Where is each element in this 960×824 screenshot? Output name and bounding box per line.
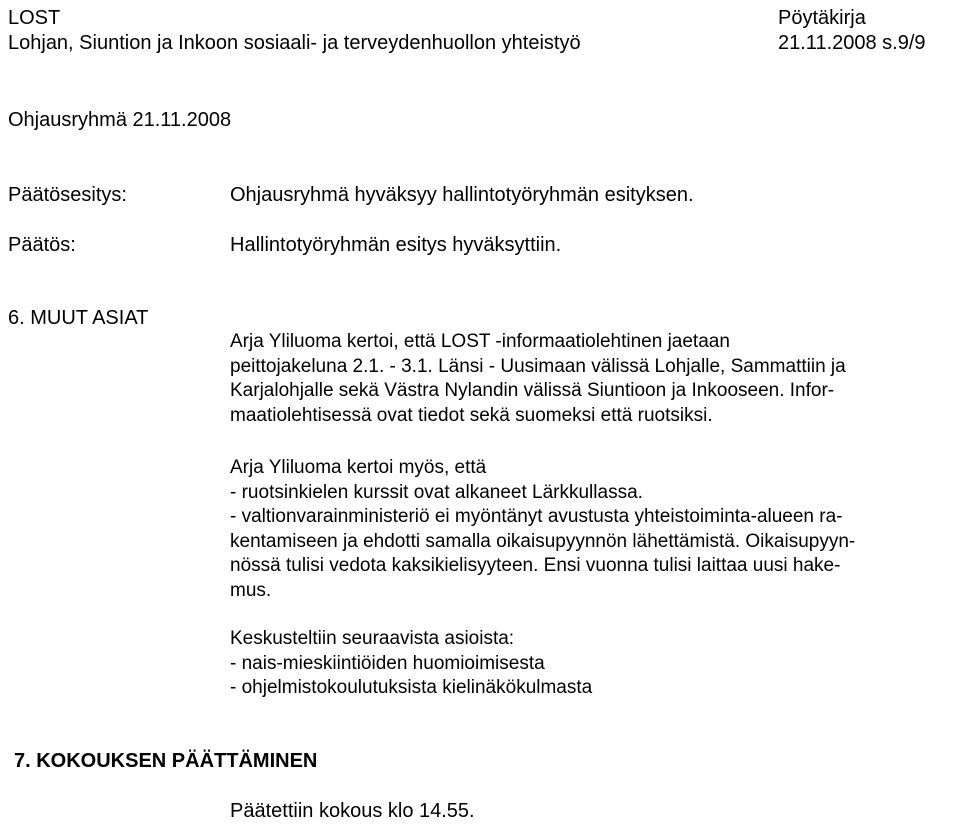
section6-paragraph-2 [230,456,950,603]
paragraph-line: - valtionvarainministeriö ei myöntänyt avustusta yhteistoiminta-alueen ra- [230,506,843,527]
paragraph-line: - nais-mieskiintiöiden huomioimisesta [230,652,545,674]
header-doc-type: Pöytäkirja [778,7,866,29]
paragraph-line: mus. [230,579,272,601]
section6-paragraph-1 [230,330,950,428]
paragraph-line: - ohjelmistokoulutuksista kielinäkökulmasta [230,677,593,698]
paragraph-line: maatiolehtisessä ovat tiedot sekä suomeksi että ruotsiksi. [230,404,713,426]
paragraph-line: Arja Yliluoma kertoi myös, että [230,457,487,478]
section7-heading: 7. KOKOUKSEN PÄÄTTÄMINEN [14,750,318,772]
section6-paragraph-3 [230,627,950,701]
header-org-full: Lohjan, Siuntion ja Inkoon sosiaali- ja terveydenhuollon yhteistyö [8,32,581,54]
header-org-short: LOST [8,7,61,29]
paragraph-line: - ruotsinkielen kurssit ovat alkaneet Lärkkullassa. [230,481,643,503]
paragraph-line: kentamiseen ja ehdotti samalla oikaisupyynnön lähettämistä. Oikaisupyyn- [230,530,856,552]
decision-label: Päätös: [8,234,76,256]
paragraph-line: Karjalohjalle sekä Västra Nylandin välissä Siuntioon ja Inkooseen. Infor- [230,380,835,401]
section6-heading: 6. MUUT ASIAT [8,307,149,329]
paragraph-line: Keskusteltiin seuraavista asioista: [230,628,515,649]
decision-text: Hallintotyöryhmän esitys hyväksyttiin. [230,234,562,256]
section7-text: Päätettiin kokous klo 14.55. [230,800,475,822]
meeting-heading: Ohjausryhmä 21.11.2008 [8,109,232,131]
paragraph-line: Arja Yliluoma kertoi, että LOST -informaatiolehtinen jaetaan [230,331,730,352]
proposal-label: Päätösesitys: [8,184,127,206]
paragraph-line: peittojakeluna 2.1. - 3.1. Länsi - Uusimaan välissä Lohjalle, Sammattiin ja [230,355,846,377]
header-date-page: 21.11.2008 s.9/9 [778,32,926,54]
paragraph-line: nössä tulisi vedota kaksikielisyyteen. Ensi vuonna tulisi laittaa uusi hake- [230,555,841,576]
proposal-text: Ohjausryhmä hyväksyy hallintotyöryhmän esityksen. [230,184,694,206]
